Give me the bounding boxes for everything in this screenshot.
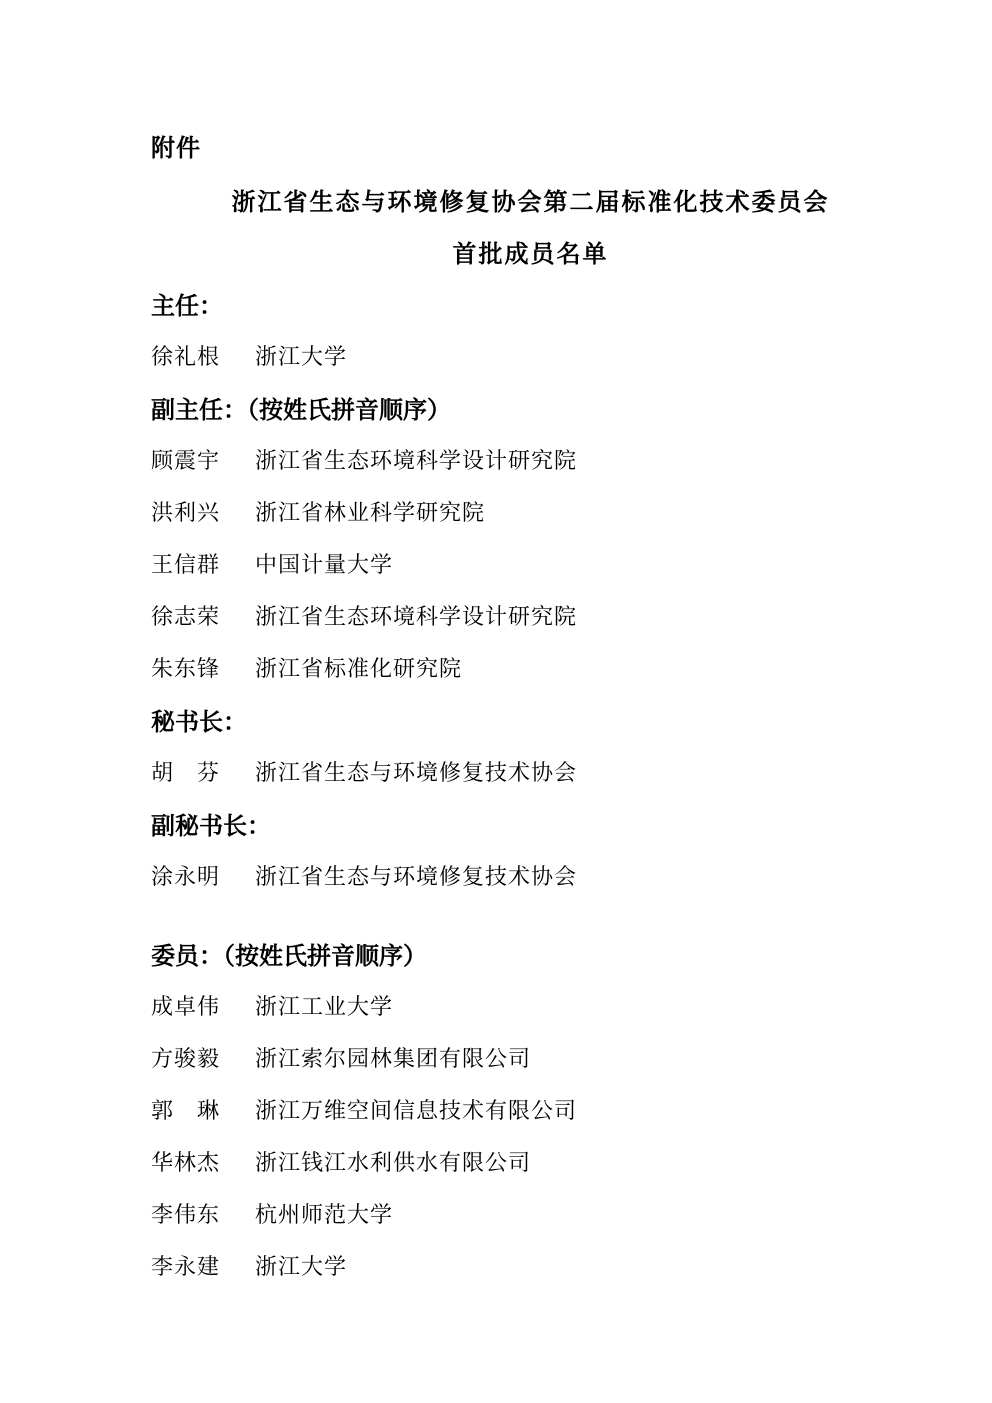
member-row bbox=[151, 860, 577, 891]
member-org: 浙江省生态与环境修复技术协会 bbox=[255, 865, 578, 890]
member-name: 王信群 bbox=[151, 553, 221, 578]
member-name: 洪利兴 bbox=[151, 501, 221, 526]
member-org: 浙江万维空间信息技术有限公司 bbox=[255, 1099, 578, 1124]
section-heading-deputy-secretary-general: 副秘书长： bbox=[151, 811, 271, 840]
attachment-label: 附件 bbox=[151, 133, 201, 162]
member-row bbox=[151, 756, 577, 787]
member-row bbox=[151, 1042, 531, 1073]
section-heading-deputy-directors: 副主任：（按姓氏拼音顺序） bbox=[151, 395, 451, 424]
member-row bbox=[151, 652, 462, 683]
member-org: 浙江工业大学 bbox=[255, 995, 394, 1020]
member-row bbox=[151, 444, 577, 475]
member-name: 朱东锋 bbox=[151, 657, 221, 682]
member-name: 徐礼根 bbox=[151, 345, 221, 370]
member-row bbox=[151, 1146, 531, 1177]
member-row bbox=[151, 1250, 347, 1281]
member-name: 成卓伟 bbox=[151, 995, 221, 1020]
member-row bbox=[151, 1094, 577, 1125]
section-heading-secretary-general: 秘书长： bbox=[151, 707, 247, 736]
member-row bbox=[151, 600, 577, 631]
member-org: 中国计量大学 bbox=[255, 553, 394, 578]
member-org: 浙江省林业科学研究院 bbox=[255, 501, 486, 526]
member-org: 浙江大学 bbox=[255, 1255, 348, 1280]
member-name: 郭 琳 bbox=[151, 1099, 221, 1124]
member-org: 浙江省标准化研究院 bbox=[255, 657, 463, 682]
section-heading-committee-members: 委员：（按姓氏拼音顺序） bbox=[151, 941, 427, 970]
member-org: 浙江钱江水利供水有限公司 bbox=[255, 1151, 532, 1176]
section-heading-director: 主任： bbox=[151, 291, 223, 320]
member-row bbox=[151, 496, 485, 527]
document-title-line1: 浙江省生态与环境修复协会第二届标准化技术委员会 bbox=[231, 187, 830, 216]
member-row bbox=[151, 340, 347, 371]
member-row bbox=[151, 548, 393, 579]
document-title-line2: 首批成员名单 bbox=[452, 239, 609, 268]
member-row bbox=[151, 1198, 393, 1229]
member-name: 方骏毅 bbox=[151, 1047, 221, 1072]
member-org: 浙江省生态环境科学设计研究院 bbox=[255, 449, 578, 474]
member-name: 涂永明 bbox=[151, 865, 221, 890]
member-org: 浙江大学 bbox=[255, 345, 348, 370]
member-name: 徐志荣 bbox=[151, 605, 221, 630]
member-org: 浙江索尔园林集团有限公司 bbox=[255, 1047, 532, 1072]
member-org: 杭州师范大学 bbox=[255, 1203, 394, 1228]
member-name: 胡 芬 bbox=[151, 761, 221, 786]
member-name: 华林杰 bbox=[151, 1151, 221, 1176]
member-org: 浙江省生态环境科学设计研究院 bbox=[255, 605, 578, 630]
member-name: 顾震宇 bbox=[151, 449, 221, 474]
member-org: 浙江省生态与环境修复技术协会 bbox=[255, 761, 578, 786]
member-row bbox=[151, 990, 393, 1021]
member-name: 李永建 bbox=[151, 1255, 221, 1280]
member-name: 李伟东 bbox=[151, 1203, 221, 1228]
